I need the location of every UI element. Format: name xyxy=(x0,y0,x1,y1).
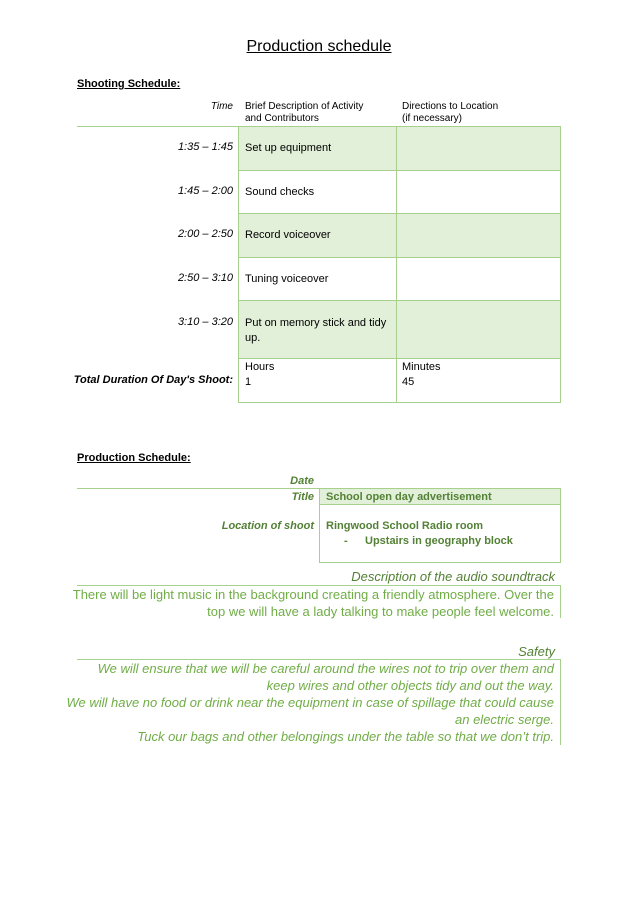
table-divider xyxy=(239,402,561,403)
table-divider xyxy=(319,488,320,563)
shooting-schedule-heading: Shooting Schedule: xyxy=(77,78,181,90)
location-bullet: Upstairs in geography block xyxy=(365,535,513,547)
title-label: Title xyxy=(291,491,314,503)
table-divider xyxy=(396,126,397,403)
location-bullet-marker: - xyxy=(344,535,348,547)
table-divider xyxy=(239,213,561,214)
total-hours: Hours 1 xyxy=(245,361,275,388)
row-time: 1:45 – 2:00 xyxy=(177,185,233,197)
row-time: 2:00 – 2:50 xyxy=(177,228,233,240)
row-activity: Tuning voiceover xyxy=(245,273,329,285)
table-divider xyxy=(77,126,561,127)
row-activity: Set up equipment xyxy=(245,142,332,154)
table-divider xyxy=(319,562,561,563)
total-duration-label: Total Duration Of Day's Shoot: xyxy=(73,374,233,386)
location-value: Ringwood School Radio room xyxy=(326,520,484,532)
row-activity: Put on memory stick and tidy up. xyxy=(245,317,387,344)
table-divider xyxy=(239,300,561,301)
row-activity: Sound checks xyxy=(245,186,315,198)
document-title: Production schedule xyxy=(246,38,392,55)
production-schedule-heading: Production Schedule: xyxy=(77,452,191,464)
location-label: Location of shoot xyxy=(221,520,314,532)
section-divider xyxy=(560,659,561,745)
description-heading: Description of the audio soundtrack xyxy=(351,569,555,584)
title-value: School open day advertisement xyxy=(326,491,492,503)
row-time: 3:10 – 3:20 xyxy=(177,316,233,328)
column-header-activity: Brief Description of Activity and Contributors xyxy=(245,101,364,124)
row-time: 2:50 – 3:10 xyxy=(177,272,233,284)
safety-text: We will ensure that we will be careful around the wires not to trip over them and keep wires and other objects tidy and out the way. We will have no food or drink near the equipment in case of spillage that could cause an electric serge. Tuck our bags and other belongings under the table so that we don’t trip. xyxy=(66,661,554,744)
row-time: 1:35 – 1:45 xyxy=(177,141,233,153)
table-divider xyxy=(239,358,561,359)
date-label: Date xyxy=(290,475,314,487)
table-divider xyxy=(239,257,561,258)
table-divider xyxy=(239,170,561,171)
table-divider xyxy=(238,126,239,403)
section-divider xyxy=(560,585,561,618)
row-activity: Record voiceover xyxy=(245,229,331,241)
total-minutes: Minutes 45 xyxy=(402,361,441,388)
table-divider xyxy=(560,488,561,563)
description-text: There will be light music in the background creating a friendly atmosphere. Over the top we will have a lady talking to make people feel welcome. xyxy=(72,587,554,619)
table-divider xyxy=(560,126,561,403)
column-header-time: Time xyxy=(210,101,233,112)
column-header-directions: Directions to Location (if necessary) xyxy=(402,101,499,124)
table-divider xyxy=(319,504,561,505)
safety-heading: Safety xyxy=(518,644,555,659)
